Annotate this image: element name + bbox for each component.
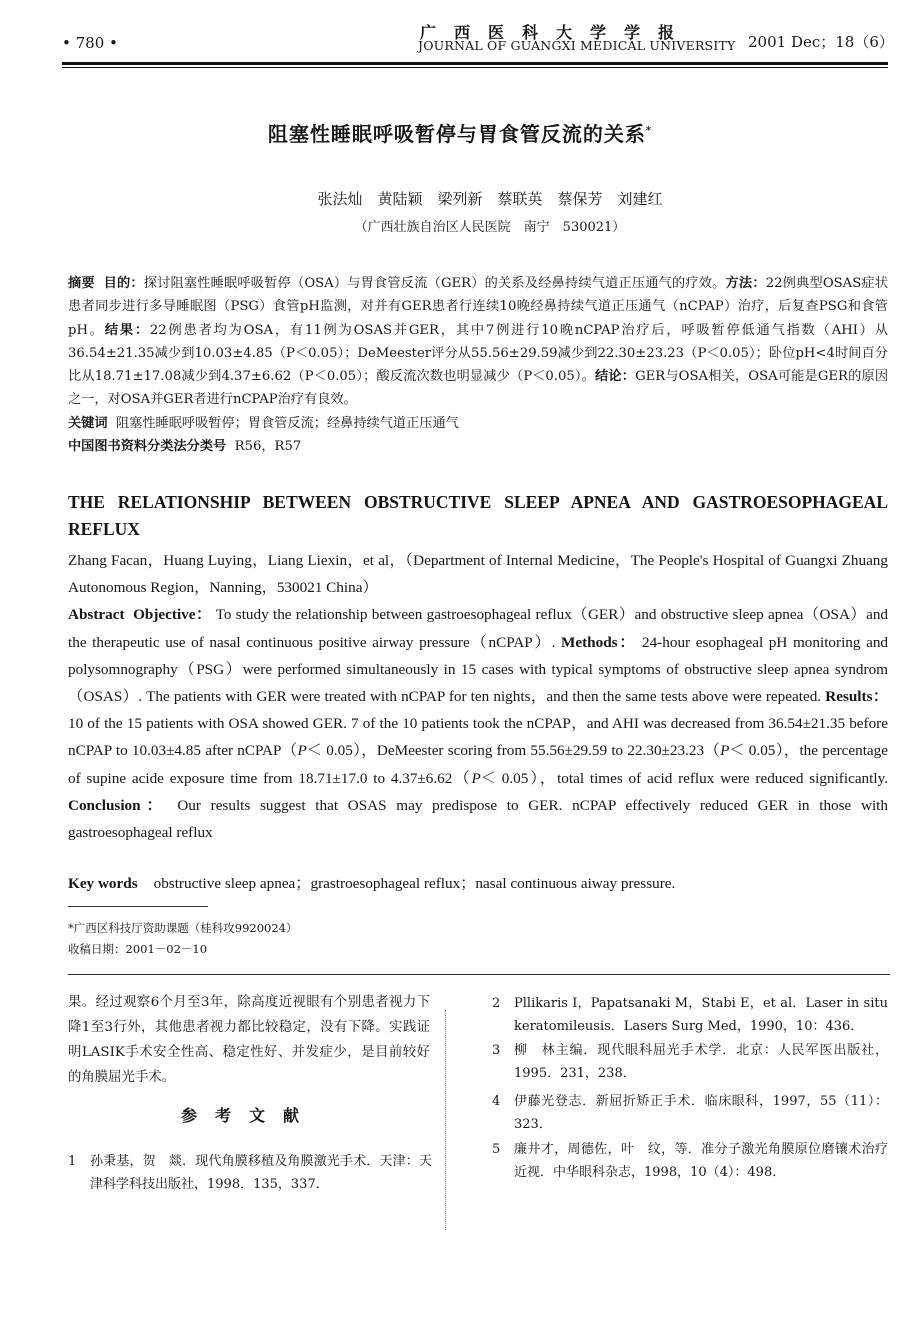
- affiliation-cn: （广西壮族自治区人民医院 南宁 530021）: [354, 220, 626, 235]
- received-date: 收稿日期：2001－02－10: [68, 942, 208, 956]
- journal-title-en: JOURNAL OF GUANGXI MEDICAL UNIVERSITY: [418, 38, 736, 53]
- results-en-text-1: 10 of the 15 patients with OSA showed GER. 7 of the 10 patients took the nCPAP，and AHI was decreased from 36.54±21.35 before nCPAP to 10.03±4.85 after nCPAP（: [68, 715, 888, 760]
- conclusion-text: GER与OSA相关，OSA可能是GER的原因之一，对OSA并GER者进行nCPAP治疗有良效。: [68, 369, 889, 408]
- reference-text: Pllikaris I，Papatsanaki M，Stabi E，et al．Laser in situ keratomileusis．Lasers Surg Med，1990，10：436．: [514, 996, 888, 1034]
- objective-label: 目的：: [103, 276, 144, 291]
- keywords-en-label: Key words: [68, 875, 138, 892]
- section-separator: [68, 974, 890, 975]
- results-label: 结果：: [104, 322, 150, 338]
- authors-cn: 张法灿 黄陆颖 梁列新 蔡联英 蔡保芳 刘建红: [317, 190, 663, 208]
- conclusion-en-label: Conclusion：: [68, 796, 168, 814]
- article-title-en: THE RELATIONSHIP BETWEEN OBSTRUCTIVE SLEEP APNEA AND GASTROESOPHAGEAL REFLUX: [68, 492, 888, 539]
- objective-en-label: Objective：: [133, 606, 212, 624]
- methods-en-text: 24-hour esophageal pH monitoring and polysomnography（PSG）were performed simultaneously in 15 cases with typical symptoms of obstructive sleep apnea syndrom（OSAS）. The patients with GER were treated with nCPAP for ten nights，and then the same tests above were repeated.: [68, 633, 889, 706]
- reference-text: 柳 林主编．现代眼科屈光手术学．北京：人民军医出版社，1995．231，238．: [514, 1043, 888, 1081]
- reference-number: 4: [492, 1094, 501, 1109]
- reference-number: 3: [492, 1043, 501, 1058]
- authors-en: Zhang Facan，Huang Luying，Liang Liexin，et al，（Department of Internal Medicine，The People's Hospital of Guangxi Zhuang Autonomous Region，Nanning，530021 China）: [68, 552, 888, 597]
- keywords-text: 阻塞性睡眠呼吸暂停；胃食管反流；经鼻持续气道正压通气: [115, 415, 459, 431]
- methods-label: 方法：: [725, 276, 766, 291]
- keywords-en-text: obstructive sleep apnea；grastroesophageal reflux；nasal continuous aiway pressure.: [153, 875, 676, 892]
- methods-text: 22例典型OSAS症状患者同步进行多导睡眠图（PSG）食管pH监测，对并有GER患者行连续10晚经鼻持续气道正压通气（nCPAP）治疗，后复查PSG和食管pH。: [68, 276, 889, 338]
- page-number: • 780 •: [62, 34, 118, 52]
- abstract-en: [68, 547, 888, 846]
- issue-info: 2001 Dec；18（6）: [748, 33, 894, 51]
- p-symbol: P: [720, 742, 730, 760]
- results-en-text-4: ＜ 0.05），total times of acid reflux were reduced significantly.: [480, 769, 888, 787]
- conclusion-en-text: Our results suggest that OSAS may predispose to GER. nCPAP effectively reduced GER in those with gastroesophageal reflux: [68, 796, 888, 842]
- reference-text: 伊藤光登志．新屈折矫正手术．临床眼科，1997，55（11）：323．: [514, 1094, 888, 1132]
- reference-text: 廉井才，周德佐，叶 纹，等．准分子激光角膜原位磨镶术治疗近视．中华眼科杂志，1998，10（4）：498．: [514, 1142, 888, 1180]
- results-en-text-3: ＜ 0.05），the percentage of supine acide exposure time from 18.71±17.0 to 4.37±6.62（: [68, 742, 889, 787]
- abstract-cn: [68, 272, 888, 458]
- references-heading: 参考文献: [180, 1106, 317, 1125]
- methods-en-label: Methods：: [561, 633, 637, 651]
- header-rule-thick: [62, 62, 888, 65]
- abstract-label: 摘要: [68, 276, 95, 291]
- reference-item: [492, 1139, 888, 1185]
- p-symbol: P: [297, 742, 307, 760]
- reference-item: [68, 1151, 432, 1201]
- p-symbol: P: [471, 769, 481, 787]
- results-text: 22例患者均为OSA，有11例为OSAS并GER，其中7例进行10晚nCPAP治疗后，呼吸暂停低通气指数（AHI）从36.54±21.35减少到10.03±4.85（P＜0.05）；DeMeester评分从55.56±29.59减少到22.30±23.23（P＜0.05）；卧位pH<4时间百分比从18.71±17.08减少到4.37±6.62（P＜0.05）；酸反流次数也明显减少（P＜0.05）。: [68, 322, 889, 385]
- footnote-rule: [68, 906, 208, 907]
- funding-note: *广西区科技厅资助课题（桂科攻9920024）: [68, 921, 298, 935]
- column-divider: [445, 1010, 447, 1230]
- conclusion-label: 结论：: [595, 369, 636, 385]
- reference-item: [492, 1091, 888, 1137]
- keywords-en: [68, 872, 888, 893]
- footnotes: [68, 918, 297, 960]
- reference-number: 2: [492, 996, 501, 1011]
- abstract-en-label: Abstract: [68, 606, 125, 624]
- keywords-label: 关键词: [68, 415, 108, 431]
- article-title-cn: [0, 118, 920, 147]
- clc-label: 中国图书资料分类法分类号: [68, 439, 227, 455]
- journal-title-cn: 广西医科大学学报: [420, 23, 693, 42]
- header-rule-thin: [62, 67, 888, 68]
- results-en-label: Results：: [825, 688, 889, 706]
- title-footnote-mark: *: [645, 125, 653, 137]
- objective-text: 探讨阻塞性睡眠呼吸暂停（OSA）与胃食管反流（GER）的关系及经鼻持续气道正压通气的疗效。: [143, 276, 726, 291]
- clc-text: R56，R57: [234, 439, 302, 455]
- title-text: 阻塞性睡眠呼吸暂停与胃食管反流的关系: [267, 122, 646, 146]
- objective-en-text: To study the relationship between gastroesophageal reflux（GER）and obstructive sleep apnea（OSA）and the therapeutic use of nasal continuous positive airway pressure（nCPAP）.: [68, 606, 889, 651]
- reference-number: 1: [68, 1154, 77, 1169]
- reference-text: 孙秉基，贺 燚．现代角膜移植及角膜激光手术．天津：天津科学科技出版社，1998．135，337．: [90, 1154, 432, 1192]
- results-en-text-2: ＜ 0.05），DeMeester scoring from 55.56±29.59 to 22.30±23.23（: [306, 742, 721, 760]
- reference-number: 5: [492, 1142, 501, 1157]
- reference-item: [492, 993, 888, 1039]
- reference-item: [492, 1040, 888, 1086]
- continued-text: 果。经过观察6个月至3年，除高度近视眼有个别患者视力下降1至3行外，其他患者视力都比较稳定，没有下降。实践证明LASIK手术安全性高、稳定性好、并发症少，是目前较好的角膜屈光手术。: [68, 995, 430, 1085]
